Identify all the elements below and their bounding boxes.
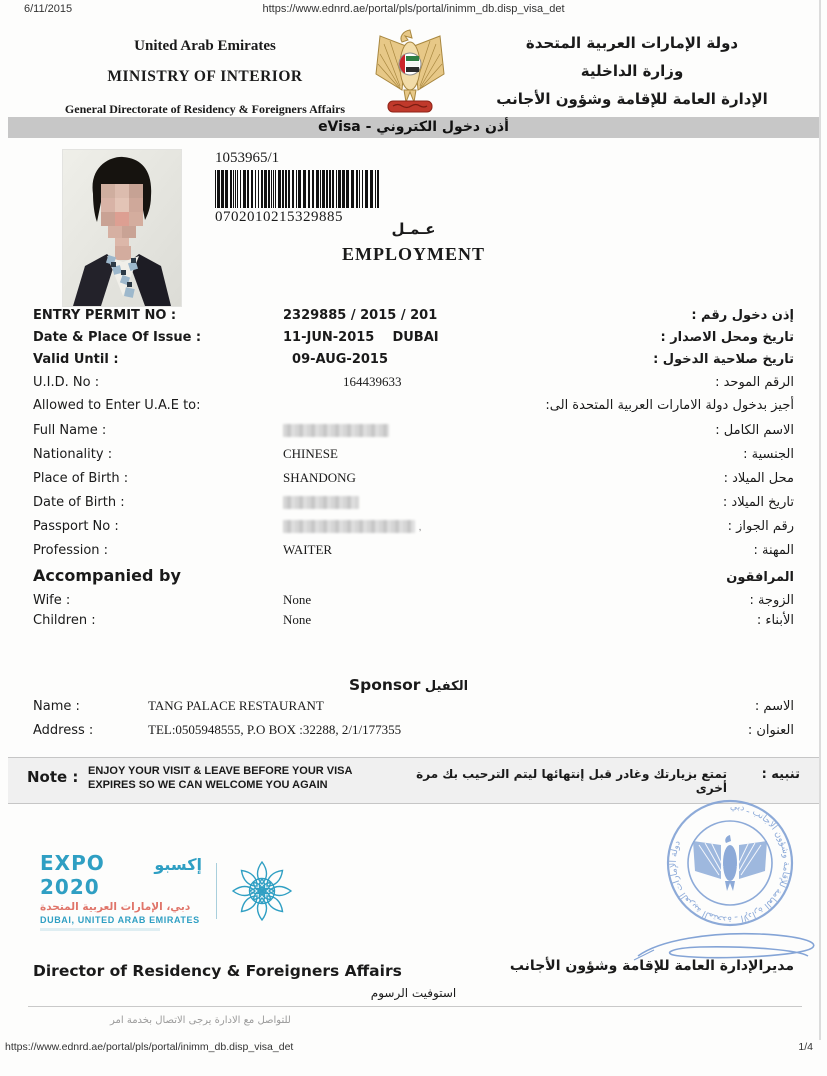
label-ar: الاسم الكامل : bbox=[715, 423, 794, 438]
value bbox=[283, 494, 494, 509]
label-en: Children : bbox=[33, 613, 96, 628]
expo-subtitle-en: DUBAI, UNITED ARAB EMIRATES bbox=[40, 915, 200, 925]
detail-row-valid-until bbox=[33, 352, 794, 374]
visa-file-number: 1053965/1 bbox=[215, 150, 280, 166]
label-en: Full Name : bbox=[33, 423, 107, 438]
country-name-ar: دولة الإمارات العربية المتحدة bbox=[525, 34, 739, 52]
detail-row-allowed-to-enter bbox=[33, 398, 794, 422]
label-en: Name : bbox=[33, 699, 80, 714]
barcode-number: 0702010215329885 bbox=[215, 209, 343, 225]
fees-collected-ar: استوفيت الرسوم bbox=[370, 986, 457, 1000]
detail-row-profession bbox=[33, 542, 794, 566]
label-ar: محل الميلاد : bbox=[723, 471, 794, 486]
value: TANG PALACE RESTAURANT bbox=[148, 698, 324, 713]
sponsor-row-address bbox=[33, 722, 794, 746]
visa-type-arabic: عـمـل bbox=[391, 220, 436, 238]
value: WAITER bbox=[283, 542, 333, 557]
expo-title-en: EXPO 2020 bbox=[40, 851, 105, 899]
letterhead-arabic bbox=[482, 36, 782, 107]
sponsor-details bbox=[33, 698, 794, 746]
detail-row-children bbox=[33, 612, 794, 632]
value: CHINESE bbox=[283, 446, 338, 461]
detail-row-full-name bbox=[33, 422, 794, 446]
contact-note-ar: للتواصل مع الادارة يرجى الاتصال بخدمة امر bbox=[110, 1015, 291, 1026]
sponsor-section-title bbox=[0, 676, 827, 695]
label-ar: الجنسية : bbox=[743, 447, 794, 462]
print-url-header: https://www.ednrd.ae/portal/pls/portal/inimm_db.disp_visa_det bbox=[262, 3, 565, 15]
accompanied-by-header bbox=[33, 566, 794, 592]
sponsor-row-name bbox=[33, 698, 794, 722]
sponsor-title-en: Sponsor bbox=[348, 676, 421, 694]
label-en: Profession : bbox=[33, 543, 109, 558]
official-stamp bbox=[655, 795, 805, 940]
value: None bbox=[283, 592, 312, 607]
label-en: Date & Place Of Issue : bbox=[33, 330, 202, 345]
redacted-value bbox=[283, 424, 389, 437]
detail-row-date-place-issue bbox=[33, 330, 794, 352]
label-en: Nationality : bbox=[33, 447, 113, 462]
detail-row-uid bbox=[33, 374, 794, 398]
value: SHANDONG bbox=[283, 470, 356, 485]
accompanied-by-en: Accompanied by bbox=[33, 566, 181, 585]
label-en: Allowed to Enter U.A.E to: bbox=[33, 398, 201, 413]
note-label-ar: تنبيه : bbox=[761, 767, 800, 782]
value: None bbox=[283, 612, 312, 627]
evisa-title-banner: أذن دخول الكتروني - eVisa bbox=[8, 117, 819, 138]
ministry-name-ar: وزارة الداخلية bbox=[580, 62, 684, 80]
value: 11-JUN-2015 DUBAI bbox=[283, 330, 439, 345]
detail-row-date-of-birth bbox=[33, 494, 794, 518]
permit-details bbox=[33, 308, 794, 632]
label-ar: تاريخ صلاحية الدخول : bbox=[653, 352, 794, 367]
scan-artifact-line bbox=[819, 0, 821, 1040]
directorate-name-en: General Directorate of Residency & Foreigners Affairs bbox=[64, 102, 346, 116]
value: 09-AUG-2015 bbox=[283, 352, 389, 367]
value: , bbox=[283, 518, 494, 533]
svg-text:دولة الإمارات العربية المتحدة: دولة الإمارات العربية المتحدة ـ الإدارة العامة للإقامة وشؤون الأجانب ـ دبي bbox=[668, 801, 791, 925]
label-en: ENTRY PERMIT NO : bbox=[33, 308, 177, 323]
value: 164439633 bbox=[343, 374, 402, 389]
label-ar: أجيز بدخول دولة الامارات العربية المتحدة الى: bbox=[545, 398, 794, 413]
director-title-ar: مديرالإدارة العامة للإقامة وشؤون الأجانب bbox=[509, 958, 794, 974]
detail-row-passport-no bbox=[33, 518, 794, 542]
expo-title-ar: إكسبو bbox=[154, 855, 202, 874]
value: TEL:0505948555, P.O BOX :32288, 2/1/177355 bbox=[148, 722, 402, 737]
label-en: Valid Until : bbox=[33, 352, 119, 367]
ministry-name-en: MINISTRY OF INTERIOR bbox=[107, 68, 303, 85]
director-title-en: Director of Residency & Foreigners Affairs bbox=[33, 962, 402, 980]
label-en: U.I.D. No : bbox=[33, 375, 100, 390]
label-ar: الأبناء : bbox=[756, 613, 794, 628]
directorate-name-ar: الإدارة العامة للإقامة وشؤون الأجانب bbox=[496, 90, 768, 108]
label-ar: الزوجة : bbox=[749, 593, 794, 608]
note-label-en: Note : bbox=[27, 768, 79, 786]
note-text-ar: تمتع بزيارتك وغادر قبل إنتهائها ليتم الترحيب بك مرة أخرى bbox=[416, 767, 727, 795]
label-en: Address : bbox=[33, 723, 94, 738]
country-name-en: United Arab Emirates bbox=[134, 38, 276, 54]
detail-row-entry-permit-no bbox=[33, 308, 794, 330]
letterhead-english bbox=[40, 38, 370, 117]
print-date: 6/11/2015 bbox=[24, 3, 73, 15]
label-en: Passport No : bbox=[33, 519, 119, 534]
accompanied-by-ar: المرافقون bbox=[726, 570, 794, 585]
note-text-en: ENJOY YOUR VISIT & LEAVE BEFORE YOUR VISA EXPIRES SO WE CAN WELCOME YOU AGAIN bbox=[88, 765, 353, 791]
print-url-footer: https://www.ednrd.ae/portal/pls/portal/inimm_db.disp_visa_det bbox=[5, 1041, 294, 1053]
label-ar: تاريخ ومحل الاصدار : bbox=[660, 330, 794, 345]
label-ar: رقم الجواز : bbox=[727, 519, 794, 534]
barcode bbox=[215, 170, 473, 208]
sponsor-title-ar: الكفيل bbox=[424, 679, 469, 694]
visa-type-english: EMPLOYMENT bbox=[342, 244, 485, 264]
label-en: Date of Birth : bbox=[33, 495, 125, 510]
detail-row-wife bbox=[33, 592, 794, 612]
expo-divider bbox=[216, 863, 217, 919]
uae-falcon-emblem-icon bbox=[372, 28, 448, 121]
label-en: Place of Birth : bbox=[33, 471, 129, 486]
redacted-value bbox=[283, 520, 415, 533]
label-ar: المهنة : bbox=[753, 543, 794, 558]
expo-subtitle-ar: دبي، الإمارات العربية المتحدة bbox=[40, 901, 191, 913]
redacted-value bbox=[283, 496, 359, 509]
value bbox=[283, 422, 494, 437]
label-ar: العنوان : bbox=[747, 723, 794, 738]
label-ar: الاسم : bbox=[754, 699, 794, 714]
expo-logo-text bbox=[40, 851, 202, 931]
expo-faint-line bbox=[40, 928, 160, 931]
value: 2329885 / 2015 / 201 bbox=[283, 308, 438, 323]
label-ar: الرقم الموحد : bbox=[715, 375, 794, 390]
print-page-number: 1/4 bbox=[798, 1041, 813, 1053]
label-ar: تاريخ الميلاد : bbox=[722, 495, 794, 510]
label-ar: إذن دخول رقم : bbox=[691, 308, 794, 323]
label-en: Wife : bbox=[33, 593, 71, 608]
expo-2020-logo bbox=[40, 851, 293, 931]
detail-row-place-of-birth bbox=[33, 470, 794, 494]
detail-row-nationality bbox=[33, 446, 794, 470]
footer-divider bbox=[28, 1006, 802, 1007]
expo-rosette-icon bbox=[231, 860, 293, 922]
